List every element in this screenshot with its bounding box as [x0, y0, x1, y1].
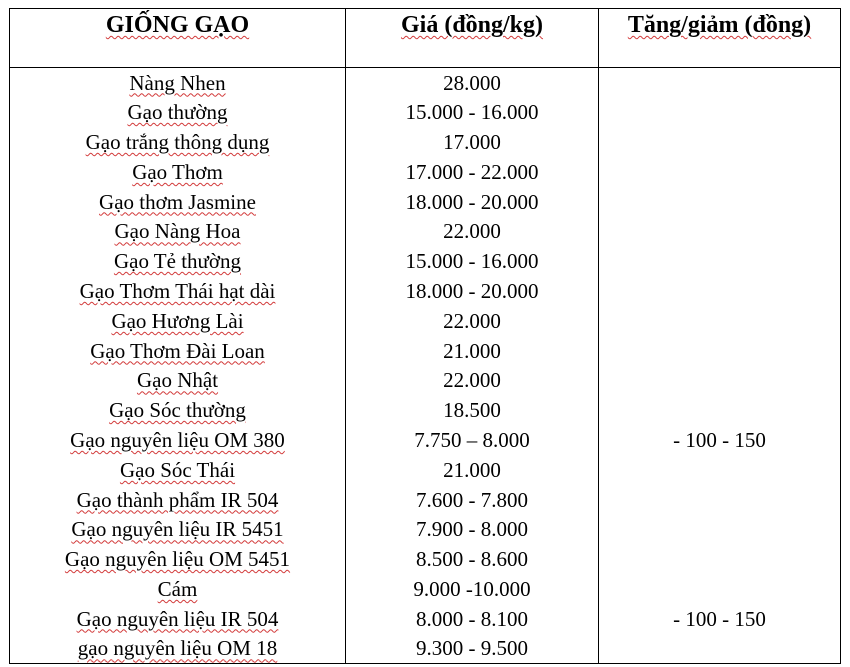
- price-cell: [346, 395, 599, 425]
- variety-cell: [10, 216, 346, 246]
- change-cell: [599, 395, 841, 425]
- price-cell: [346, 604, 599, 634]
- table-row: [10, 604, 841, 634]
- table-row: [10, 544, 841, 574]
- rice-price-table: [9, 8, 841, 664]
- table-row: [10, 514, 841, 544]
- table-row: [10, 246, 841, 276]
- price-cell-text: 21.000: [443, 457, 501, 482]
- table-row: [10, 187, 841, 217]
- variety-cell: [10, 425, 346, 455]
- price-cell-text: 8.500 - 8.600: [416, 547, 528, 572]
- variety-cell-text: Gạo Tẻ thường: [113, 249, 242, 274]
- change-cell: [599, 306, 841, 336]
- change-cell: [599, 604, 841, 634]
- table-row: [10, 336, 841, 366]
- variety-cell: [10, 246, 346, 276]
- price-cell-text: 18.500: [443, 398, 501, 423]
- change-cell: [599, 514, 841, 544]
- variety-cell-text: Gạo thường: [127, 100, 228, 125]
- variety-cell: [10, 455, 346, 485]
- table-row: [10, 365, 841, 395]
- variety-cell: [10, 485, 346, 515]
- price-cell: [346, 246, 599, 276]
- change-cell: [599, 246, 841, 276]
- table-row: [10, 455, 841, 485]
- price-cell: [346, 187, 599, 217]
- change-cell: [599, 485, 841, 515]
- table-header-row: [10, 9, 841, 68]
- variety-cell: [10, 514, 346, 544]
- variety-cell: [10, 157, 346, 187]
- price-cell: [346, 574, 599, 604]
- price-cell: [346, 157, 599, 187]
- price-cell: [346, 485, 599, 515]
- table-row: [10, 157, 841, 187]
- variety-cell-text: Gạo Sóc Thái: [119, 457, 236, 482]
- price-cell: [346, 455, 599, 485]
- variety-cell: [10, 365, 346, 395]
- change-cell: [599, 634, 841, 664]
- table-row: [10, 574, 841, 604]
- price-cell-text: 15.000 - 16.000: [405, 249, 539, 274]
- change-cell: [599, 187, 841, 217]
- variety-cell: [10, 97, 346, 127]
- price-cell: [346, 514, 599, 544]
- variety-cell-text: gạo nguyên liệu OM 18: [77, 636, 278, 661]
- price-cell-text: 8.000 - 8.100: [416, 606, 528, 631]
- table-body: [10, 68, 841, 664]
- variety-cell-text: Gạo thơm Jasmine: [99, 189, 256, 214]
- price-cell-text: 9.300 - 9.500: [416, 636, 528, 661]
- variety-cell: [10, 187, 346, 217]
- price-cell-text: 18.000 - 20.000: [405, 189, 539, 214]
- variety-cell: [10, 306, 346, 336]
- variety-cell: [10, 634, 346, 664]
- variety-cell-text: Gạo nguyên liệu OM 5451: [64, 547, 291, 572]
- variety-cell-text: Gạo thành phẩm IR 504: [76, 487, 279, 512]
- variety-cell-text: Gạo Thơm: [132, 159, 223, 184]
- price-cell: [346, 544, 599, 574]
- table-row: [10, 216, 841, 246]
- change-cell: [599, 365, 841, 395]
- variety-cell-text: Gạo Nhật: [136, 368, 219, 393]
- variety-cell-text: Nàng Nhen: [129, 70, 226, 95]
- table-row: [10, 127, 841, 157]
- variety-cell: [10, 574, 346, 604]
- variety-cell-text: Cám: [157, 576, 198, 601]
- price-cell-text: 18.000 - 20.000: [405, 278, 539, 303]
- variety-cell-text: Gạo Hương Lài: [111, 308, 244, 333]
- table-row: [10, 485, 841, 515]
- variety-cell-text: Gạo Sóc thường: [109, 398, 246, 423]
- change-cell: [599, 127, 841, 157]
- table-row: [10, 97, 841, 127]
- price-cell: [346, 634, 599, 664]
- price-cell-text: 21.000: [443, 338, 501, 363]
- table-row: [10, 634, 841, 664]
- change-cell: [599, 157, 841, 187]
- price-cell-text: 7.600 - 7.800: [416, 487, 528, 512]
- change-cell: [599, 68, 841, 98]
- price-cell-text: 15.000 - 16.000: [405, 100, 539, 125]
- price-cell: [346, 68, 599, 98]
- price-cell: [346, 127, 599, 157]
- price-cell: [346, 276, 599, 306]
- variety-cell-text: Gạo Thơm Đài Loan: [90, 338, 265, 363]
- header-variety: GIỐNG GẠO: [10, 9, 346, 68]
- price-cell: [346, 216, 599, 246]
- price-cell-text: 17.000 - 22.000: [405, 159, 539, 184]
- variety-cell-text: Gạo Thơm Thái hạt dài: [79, 278, 276, 303]
- change-cell: [599, 425, 841, 455]
- variety-cell: [10, 276, 346, 306]
- price-cell-text: 22.000: [443, 368, 501, 393]
- variety-cell-text: Gạo trắng thông dụng: [85, 129, 270, 154]
- change-cell: [599, 574, 841, 604]
- variety-cell: [10, 604, 346, 634]
- table-row: [10, 68, 841, 98]
- price-cell-text: 7.900 - 8.000: [416, 517, 528, 542]
- header-change: Tăng/giảm (đồng): [599, 9, 841, 68]
- change-cell: [599, 544, 841, 574]
- variety-cell-text: Gạo Nàng Hoa: [114, 219, 241, 244]
- price-cell-text: 9.000 -10.000: [413, 576, 531, 601]
- price-cell: [346, 365, 599, 395]
- header-price: Giá (đồng/kg): [346, 9, 599, 68]
- variety-cell: [10, 336, 346, 366]
- table-row: [10, 425, 841, 455]
- variety-cell-text: Gạo nguyên liệu IR 5451: [71, 517, 284, 542]
- price-cell: [346, 97, 599, 127]
- variety-cell: [10, 395, 346, 425]
- price-cell: [346, 306, 599, 336]
- change-cell: [599, 276, 841, 306]
- change-cell-text: - 100 - 150: [673, 427, 766, 452]
- price-cell-text: 22.000: [443, 308, 501, 333]
- price-cell: [346, 336, 599, 366]
- table-row: [10, 276, 841, 306]
- change-cell: [599, 216, 841, 246]
- change-cell: [599, 97, 841, 127]
- variety-cell: [10, 68, 346, 98]
- change-cell-text: - 100 - 150: [673, 606, 766, 631]
- table-row: [10, 395, 841, 425]
- price-cell: [346, 425, 599, 455]
- price-cell-text: 28.000: [443, 70, 501, 95]
- variety-cell-text: Gạo nguyên liệu OM 380: [70, 427, 285, 452]
- change-cell: [599, 455, 841, 485]
- table-row: [10, 306, 841, 336]
- price-cell-text: 7.750 – 8.000: [414, 427, 530, 452]
- variety-cell: [10, 127, 346, 157]
- variety-cell: [10, 544, 346, 574]
- change-cell: [599, 336, 841, 366]
- price-cell-text: 22.000: [443, 219, 501, 244]
- variety-cell-text: Gạo nguyên liệu IR 504: [76, 606, 279, 631]
- price-cell-text: 17.000: [443, 129, 501, 154]
